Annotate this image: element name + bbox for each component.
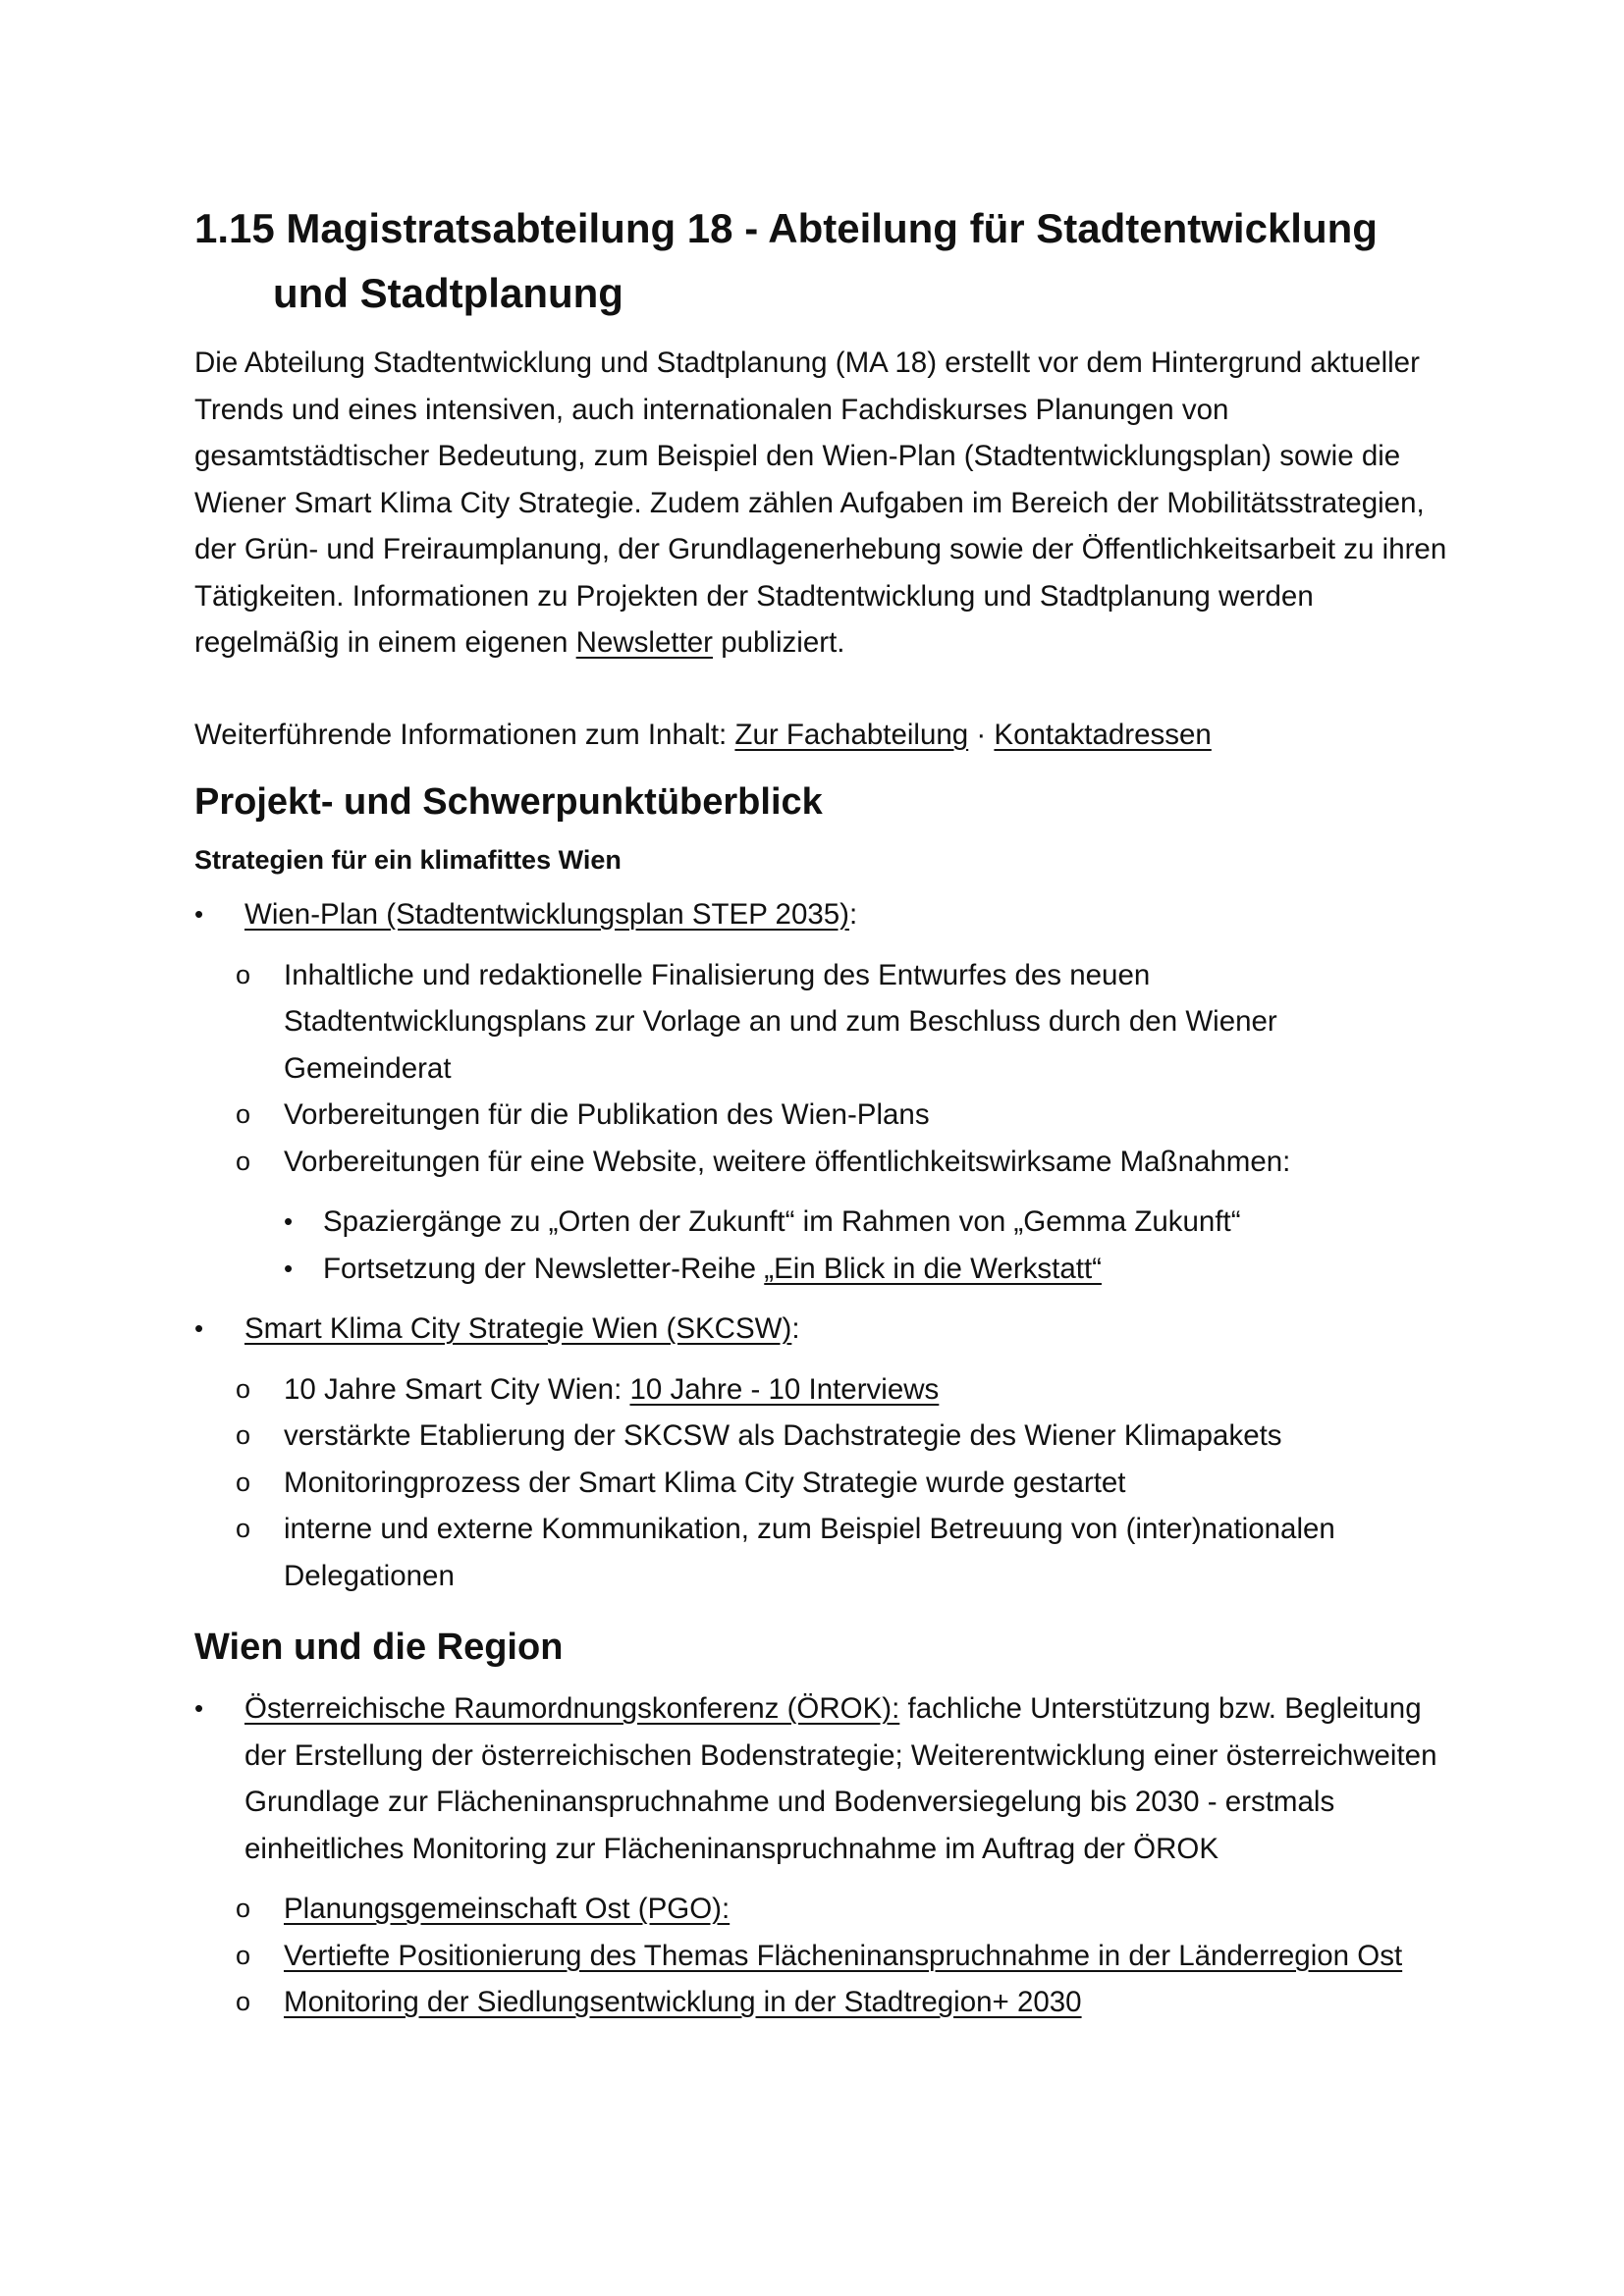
list-item [236, 952, 1451, 1093]
further-info-label: Weiterführende Informationen zum Inhalt: [194, 718, 735, 751]
list-item [236, 1886, 1451, 1933]
list-item-wien-plan [194, 891, 1451, 1292]
oerok-link[interactable]: Österreichische Raumordnungskonferenz (ÖROK): [244, 1692, 900, 1725]
bullet-disc-icon: • [284, 1206, 294, 1236]
intro-paragraph [194, 340, 1451, 667]
skcsw-sublist [236, 1366, 1451, 1600]
werkstatt-link[interactable]: „Ein Blick in die Werkstatt“ [764, 1252, 1102, 1285]
bullet-circle-icon: o [236, 959, 251, 989]
list-item-skcsw [194, 1306, 1451, 1599]
kontaktadressen-link[interactable]: Kontaktadressen [994, 718, 1212, 751]
oerok-text: fachliche Unterstützung bzw. Begleitung der Erstellung der österreichischen Bodenstrategie; Weiterentwicklung einer österreichweiten Grundlage zur Flächeninanspruchnahme und Bodenversiegelung bis 2030 - erstmals einheitliches Monitoring zur Flächeninanspruchnahme im Auftrag der ÖROK [244, 1692, 1437, 1865]
list-item-text: Vorbereitungen für die Publikation des Wien-Plans [284, 1098, 930, 1131]
bullet-circle-icon: o [236, 1146, 251, 1176]
bullet-circle-icon: o [236, 1420, 251, 1450]
bullet-circle-icon: o [236, 1514, 251, 1543]
list-item-oerok [194, 1685, 1451, 2026]
interviews-link[interactable]: 10 Jahre - 10 Interviews [629, 1372, 940, 1406]
list-item [236, 1092, 1451, 1139]
bullet-circle-icon: o [236, 1987, 251, 2016]
region-sublist [236, 1886, 1451, 2026]
bullet-circle-icon: o [236, 1467, 251, 1497]
wien-plan-sublist [236, 952, 1451, 1293]
list-item-text: Vorbereitungen für eine Website, weitere öffentlichkeitswirksame Maßnahmen: [284, 1145, 1291, 1178]
skcsw-colon: : [791, 1312, 800, 1345]
intro-text-end: publiziert. [713, 626, 845, 659]
section-heading-overview: Projekt- und Schwerpunktüberblick [194, 781, 823, 823]
pgo-link[interactable]: Planungsgemeinschaft Ost (PGO): [284, 1893, 731, 1925]
list-item [236, 1460, 1451, 1507]
strategies-list [194, 891, 1451, 1599]
skcsw-link[interactable]: Smart Klima City Strategie Wien (SKCSW) [244, 1312, 792, 1345]
measures-sublist [284, 1199, 1451, 1292]
bullet-circle-icon: o [236, 1894, 251, 1923]
bullet-circle-icon: o [236, 1099, 251, 1129]
list-item-text: Spaziergänge zu „Orten der Zukunft“ im Rahmen von „Gemma Zukunft“ [323, 1205, 1241, 1238]
list-item [236, 1366, 1451, 1414]
bullet-circle-icon: o [236, 1373, 251, 1404]
wien-plan-colon: : [849, 898, 858, 931]
list-item-text: verstärkte Etablierung der SKCSW als Dachstrategie des Wiener Klimapakets [284, 1419, 1282, 1452]
section-heading-region: Wien und die Region [194, 1627, 564, 1668]
intro-text: Die Abteilung Stadtentwicklung und Stadtplanung (MA 18) erstellt vor dem Hintergrund aktueller Trends und eines intensiven, auch internationalen Fachdiskurses Planungen von gesamtstädtischer Bedeutung, zum Beispiel den Wien-Plan (Stadtentwicklungsplan) sowie die Wiener Smart Klima City Strategie. Zudem zählen Aufgaben im Bereich der Mobilitätsstrategien, der Grün- und Freiraumplanung, der Grundlagenerhebung sowie der Öffentlichkeitsarbeit zu ihren Tätigkeiten. Informationen zu Projekten der Stadtentwicklung und Stadtplanung werden regelmäßig in einem eigenen [194, 347, 1447, 659]
subheading-strategies: Strategien für ein klimafittes Wien [194, 845, 622, 875]
list-item [284, 1199, 1451, 1246]
further-info-separator: · [968, 718, 995, 751]
list-item [236, 1506, 1451, 1599]
page-title: 1.15 Magistratsabteilung 18 - Abteilung für Stadtentwicklung und Stadtplanung [194, 205, 1378, 316]
list-item [236, 1933, 1451, 1980]
region-list [194, 1685, 1451, 2026]
list-item [284, 1246, 1451, 1293]
bullet-disc-icon: • [194, 899, 204, 929]
document-content [194, 196, 1451, 2026]
flaecheninanspruchnahme-link[interactable]: Vertiefte Positionierung des Themas Flächeninanspruchnahme in der Länderregion Ost [284, 1939, 1403, 1972]
list-item-text: Fortsetzung der Newsletter-Reihe [323, 1252, 765, 1285]
wien-plan-link[interactable]: Wien-Plan (Stadtentwicklungsplan STEP 2035) [244, 898, 849, 931]
siedlungsentwicklung-link[interactable]: Monitoring der Siedlungsentwicklung in der Stadtregion+ 2030 [284, 1986, 1082, 2018]
list-item [236, 1413, 1451, 1460]
bullet-circle-icon: o [236, 1940, 251, 1970]
bullet-disc-icon: • [194, 1313, 204, 1343]
list-item-text: 10 Jahre Smart City Wien: [284, 1372, 630, 1406]
further-info [194, 712, 1451, 759]
bullet-disc-icon: • [194, 1693, 204, 1723]
fachabteilung-link[interactable]: Zur Fachabteilung [734, 718, 969, 751]
bullet-disc-icon: • [284, 1253, 294, 1283]
list-item-text: interne und externe Kommunikation, zum Beispiel Betreuung von (inter)nationalen Delegationen [284, 1513, 1335, 1592]
list-item-text: Inhaltliche und redaktionelle Finalisierung des Entwurfes des neuen Stadtentwicklungsplans zur Vorlage an und zum Beschluss durch den Wiener Gemeinderat [284, 958, 1277, 1085]
list-item-text: Monitoringprozess der Smart Klima City Strategie wurde gestartet [284, 1466, 1126, 1499]
newsletter-link[interactable]: Newsletter [575, 626, 714, 659]
list-item [236, 1139, 1451, 1293]
list-item [236, 1979, 1451, 2026]
